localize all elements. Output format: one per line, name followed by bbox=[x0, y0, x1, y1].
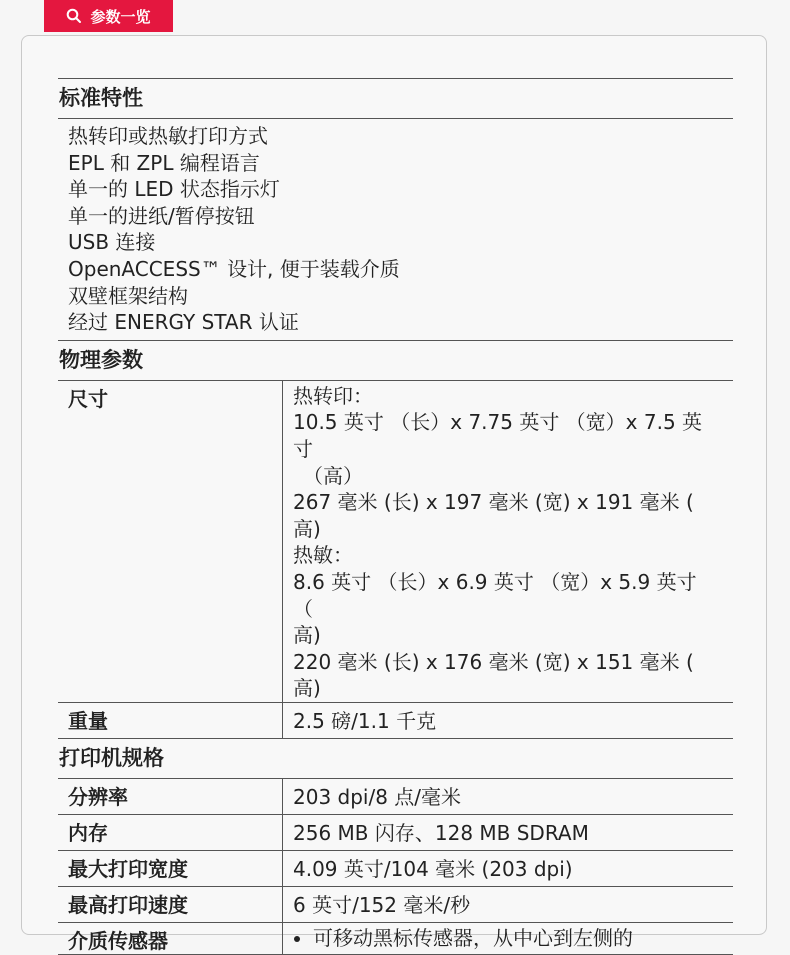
spec-value: 6 英寸/152 毫米/秒 bbox=[293, 892, 471, 917]
list-item: • 可移动黑标传感器，从中心到左侧的 bbox=[313, 925, 713, 952]
size-line: 高) bbox=[293, 676, 321, 701]
tab-label: 参数一览 bbox=[90, 7, 151, 26]
weight-value: 2.5 磅/1.1 千克 bbox=[293, 708, 437, 733]
size-line: （高） bbox=[303, 463, 363, 488]
spec-value: 203 dpi/8 点/毫米 bbox=[293, 784, 462, 809]
sensor-value bbox=[283, 923, 733, 954]
size-line: 热转印： bbox=[293, 383, 373, 408]
size-line: 热敏： bbox=[293, 543, 353, 568]
spec-panel bbox=[21, 35, 767, 953]
spec-label: 最高打印速度 bbox=[58, 887, 283, 922]
feature-item: OpenACCESS™ 设计, 便于装载介质 bbox=[68, 256, 400, 281]
feature-item: EPL 和 ZPL 编程语言 bbox=[68, 150, 260, 175]
search-icon bbox=[66, 8, 82, 24]
feature-item: 单一的 LED 状态指示灯 bbox=[68, 177, 280, 202]
table-row bbox=[58, 779, 733, 815]
size-line: 高) bbox=[293, 623, 321, 648]
spec-value: 4.09 英寸/104 毫米 (203 dpi) bbox=[293, 856, 573, 881]
spec-content bbox=[58, 78, 733, 955]
table-row-sensor bbox=[58, 923, 733, 955]
spec-label: 最大打印宽度 bbox=[58, 851, 283, 886]
size-line: 8.6 英寸 （长）x 6.9 英寸 （宽）x 5.9 英寸 （ bbox=[293, 569, 697, 621]
size-line: 267 毫米 (长) x 197 毫米 (宽) x 191 毫米 ( bbox=[293, 490, 694, 515]
weight-label: 重量 bbox=[58, 703, 283, 738]
feature-item: USB 连接 bbox=[68, 230, 156, 255]
spec-label: 内存 bbox=[58, 815, 283, 850]
size-line: 高) bbox=[293, 516, 321, 541]
size-label: 尺寸 bbox=[58, 381, 283, 702]
specs-overview-tab[interactable] bbox=[44, 0, 173, 32]
feature-item: 热转印或热敏打印方式 bbox=[68, 124, 268, 148]
size-line: 10.5 英寸 （长）x 7.75 英寸 （宽）x 7.5 英寸 bbox=[293, 410, 703, 461]
sensor-list bbox=[293, 925, 713, 952]
size-line: 220 毫米 (长) x 176 毫米 (宽) x 151 毫米 ( bbox=[293, 649, 694, 674]
sensor-label: 介质传感器 bbox=[58, 923, 283, 954]
table-row-size bbox=[58, 381, 733, 703]
section-title-printer: 打印机规格 bbox=[58, 739, 733, 779]
feature-list bbox=[58, 119, 733, 340]
table-row bbox=[58, 815, 733, 851]
feature-item: 单一的进纸/暂停按钮 bbox=[68, 203, 255, 228]
feature-item: 经过 ENERGY STAR 认证 bbox=[68, 310, 299, 335]
table-row bbox=[58, 851, 733, 887]
spec-value: 256 MB 闪存、128 MB SDRAM bbox=[293, 820, 589, 845]
feature-item: 双壁框架结构 bbox=[68, 283, 188, 308]
section-title-standard: 标准特性 bbox=[58, 78, 733, 119]
section-title-physical: 物理参数 bbox=[58, 340, 733, 381]
size-value bbox=[283, 381, 733, 702]
spec-label: 分辨率 bbox=[58, 779, 283, 814]
table-row bbox=[58, 887, 733, 923]
table-row-weight bbox=[58, 703, 733, 739]
